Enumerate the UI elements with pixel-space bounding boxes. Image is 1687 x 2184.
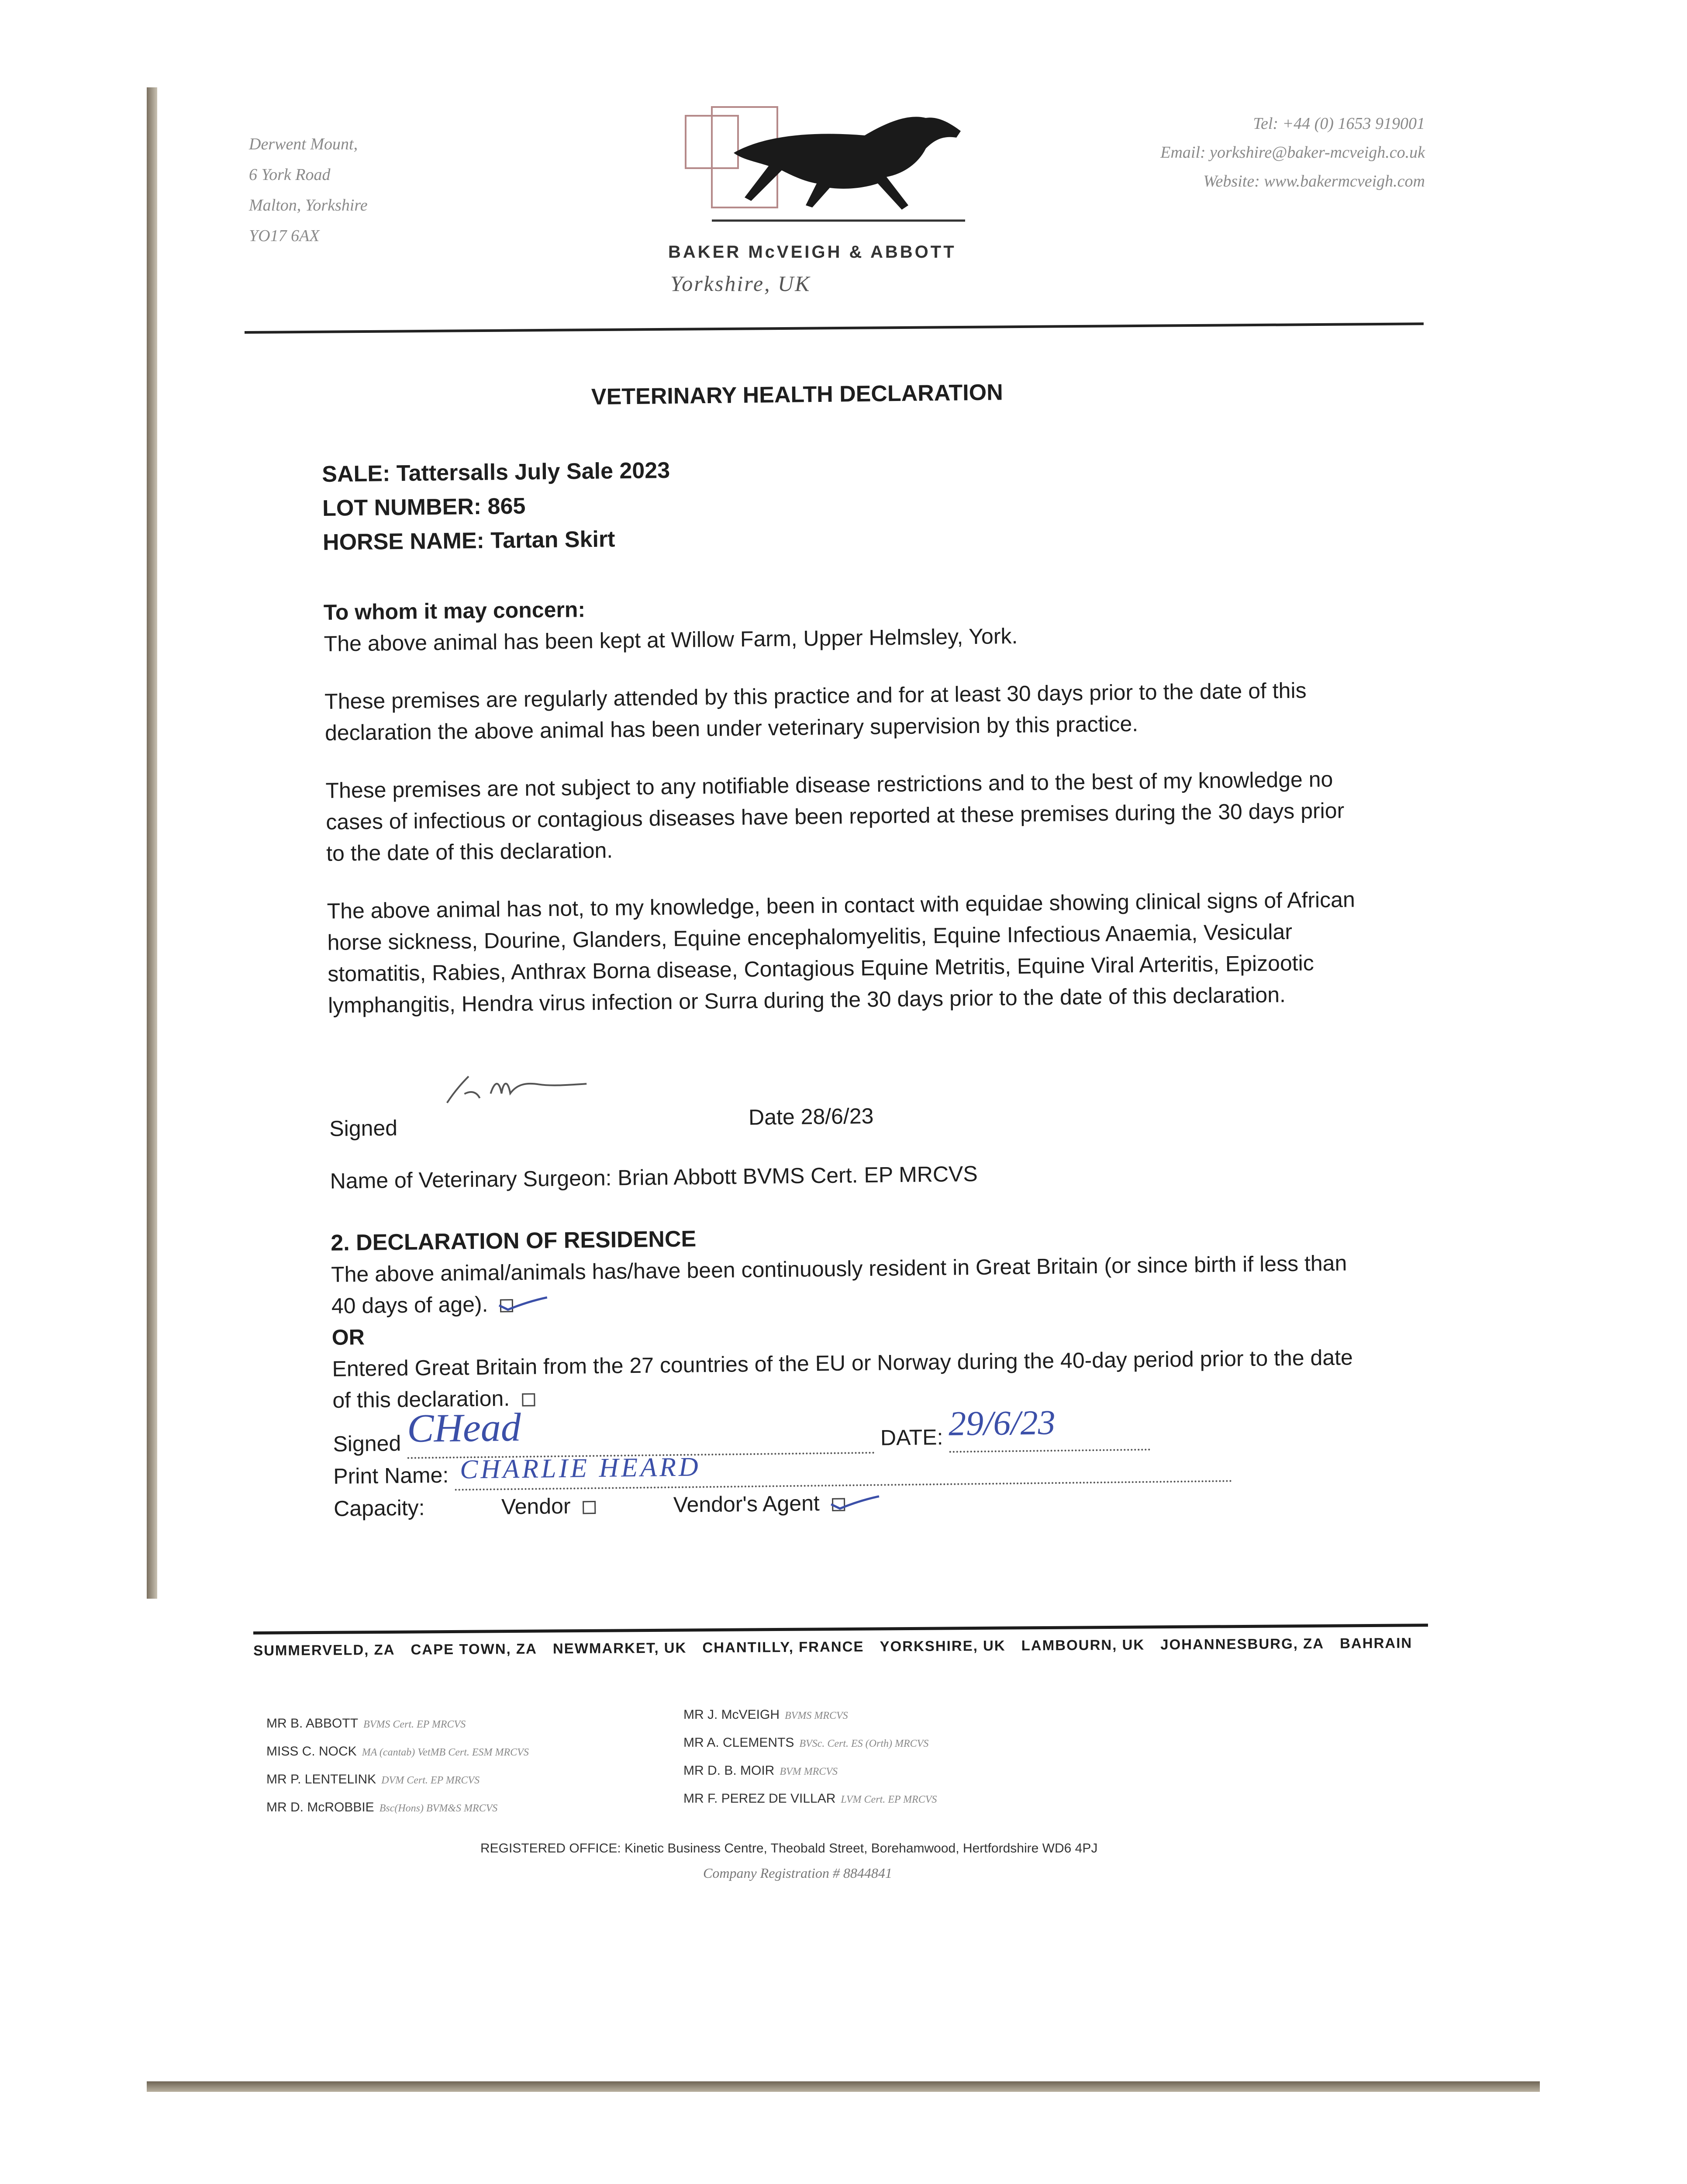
vendor-agent-label: Vendor's Agent xyxy=(673,1491,820,1517)
office-location: NEWMARKET, UK xyxy=(552,1639,687,1657)
partner-entry xyxy=(266,1710,529,1738)
vet-date: Date 28/6/23 xyxy=(748,1103,874,1130)
partner-qualification: BVSc. Cert. ES (Orth) MRCVS xyxy=(799,1738,929,1749)
partner-name: MR B. ABBOTT xyxy=(266,1716,359,1731)
partner-qualification: BVM MRCVS xyxy=(780,1766,838,1777)
partner-name: MR P. LENTELINK xyxy=(266,1772,376,1787)
contact-website: Website: www.bakermcveigh.com xyxy=(1203,172,1425,190)
partner-name: MR D. B. MOIR xyxy=(683,1763,775,1778)
firm-name: BAKER McVEIGH & ABBOTT xyxy=(668,242,956,262)
partner-qualification: LVM Cert. EP MRCVS xyxy=(841,1794,937,1805)
residence-option-1 xyxy=(331,1247,1371,1322)
vendor-label: Vendor xyxy=(501,1493,571,1519)
vet-signature-icon xyxy=(438,1062,596,1112)
horse-label: HORSE NAME: xyxy=(322,528,485,555)
office-locations xyxy=(253,1635,1432,1659)
partner-name: MR D. McROBBIE xyxy=(266,1800,374,1814)
partner-name: MR F. PEREZ DE VILLAR xyxy=(683,1791,836,1806)
firm-location: Yorkshire, UK xyxy=(670,271,811,296)
registered-office: REGISTERED OFFICE: Kinetic Business Centre, Theobald Street, Borehamwood, Hertfordshire WD6 4PJ xyxy=(480,1841,1098,1856)
vet-surgeon-name: Name of Veterinary Surgeon: Brian Abbott BVMS Cert. EP MRCVS xyxy=(330,1161,978,1193)
owner-date: 29/6/23 xyxy=(948,1403,1056,1443)
print-name-label: Print Name: xyxy=(333,1462,449,1489)
declaration-body xyxy=(321,373,1373,1525)
partner-qualification: MA (cantab) VetMB Cert. ESM MRCVS xyxy=(362,1747,529,1758)
residence-heading: 2. DECLARATION OF RESIDENCE xyxy=(330,1226,697,1256)
option-1-checkbox[interactable] xyxy=(500,1299,513,1312)
office-location: YORKSHIRE, UK xyxy=(880,1637,1006,1655)
address-line: Malton, Yorkshire xyxy=(249,196,368,214)
partner-qualification: BVMS MRCVS xyxy=(785,1710,848,1721)
contact-email: Email: yorkshire@baker-mcveigh.co.uk xyxy=(1160,143,1425,162)
office-location: SUMMERVELD, ZA xyxy=(253,1641,395,1659)
partner-entry xyxy=(266,1738,529,1766)
office-location: BAHRAIN xyxy=(1339,1635,1413,1652)
partner-qualification: Bsc(Hons) BVM&S MRCVS xyxy=(379,1803,498,1814)
vendor-agent-checkbox[interactable] xyxy=(832,1498,845,1511)
paragraph-restrictions: These premises are not subject to any notifiable disease restrictions and to the best of my knowledge no cases of infectious or contagious diseases have been reported at these premises during the 30 days prior to the date of this declaration. xyxy=(325,767,1345,866)
horse-logo-icon xyxy=(681,105,969,232)
partners-list-left xyxy=(266,1710,529,1822)
partner-entry xyxy=(266,1794,529,1822)
partners-list-right xyxy=(683,1701,937,1813)
owner-date-label: DATE: xyxy=(880,1424,943,1450)
page-edge-left xyxy=(147,87,157,1599)
partner-qualification: DVM Cert. EP MRCVS xyxy=(381,1775,480,1786)
paragraph-supervision: These premises are regularly attended by this practice and for at least 30 days prior to the date of this declaration the above animal has been under veterinary supervision by this practice. xyxy=(324,678,1307,745)
partner-entry xyxy=(683,1757,937,1785)
page-title: VETERINARY HEALTH DECLARATION xyxy=(591,380,1004,410)
vendor-option xyxy=(501,1489,668,1522)
practice-contact xyxy=(1160,109,1425,196)
vendor-checkbox[interactable] xyxy=(583,1501,596,1514)
footer-divider xyxy=(253,1624,1428,1635)
practice-address xyxy=(249,129,368,251)
address-line: YO17 6AX xyxy=(249,227,320,245)
partner-qualification: BVMS Cert. EP MRCVS xyxy=(363,1719,466,1730)
contact-phone: Tel: +44 (0) 1653 919001 xyxy=(1253,114,1425,133)
partner-entry xyxy=(266,1766,529,1794)
option-2-checkbox[interactable] xyxy=(522,1393,535,1406)
sale-value: Tattersalls July Sale 2023 xyxy=(396,457,670,487)
paragraph-premises: The above animal has been kept at Willow Farm, Upper Helmsley, York. xyxy=(324,623,1018,656)
partner-name: MISS C. NOCK xyxy=(266,1744,357,1759)
sale-label: SALE: xyxy=(322,461,390,487)
partner-entry xyxy=(683,1729,937,1757)
or-label: OR xyxy=(331,1325,365,1350)
lot-value: 865 xyxy=(487,493,526,519)
residence-option-2-text: Entered Great Britain from the 27 countries of the EU or Norway during the 40-day period prior to the date of this declaration. xyxy=(332,1345,1353,1413)
address-line: 6 York Road xyxy=(249,166,331,184)
vet-signature-block xyxy=(329,1053,1369,1148)
residence-option-1-text: The above animal/animals has/have been continuously resident in Great Britain (or since birth if less than 40 days of age). xyxy=(331,1251,1347,1318)
header-divider xyxy=(245,322,1424,334)
owner-signature: CHead xyxy=(407,1404,521,1451)
page-edge-bottom xyxy=(147,2081,1540,2092)
check-tick-icon xyxy=(497,1294,549,1312)
address-line: Derwent Mount, xyxy=(249,135,358,153)
paragraph-contact: The above animal has not, to my knowledge, been in contact with equidae showing clinical signs of African horse sickness, Dourine, Glanders, Equine encephalomyelitis, Equine Infectious Anaemia, Vesicular stomatitis, Rabies, Anthrax Borna disease, Contagious Equine Metritis, Equine Viral Arteritis, Epizootic lymphangitis, Hendra virus infection or Surra during the 30 days prior to the date of this declaration. xyxy=(327,887,1356,1018)
print-name-value: CHARLIE HEARD xyxy=(459,1452,701,1485)
office-location: LAMBOURN, UK xyxy=(1021,1636,1145,1654)
owner-signed-label: Signed xyxy=(333,1431,401,1456)
office-location: CHANTILLY, FRANCE xyxy=(702,1638,864,1656)
vendor-agent-option xyxy=(673,1487,845,1521)
office-location: CAPE TOWN, ZA xyxy=(411,1640,538,1658)
company-registration: Company Registration # 8844841 xyxy=(703,1865,892,1881)
office-location: JOHANNESBURG, ZA xyxy=(1160,1635,1325,1653)
partner-entry xyxy=(683,1785,937,1813)
salutation: To whom it may concern: xyxy=(323,597,586,625)
vet-signed-label: Signed xyxy=(329,1116,398,1141)
partner-entry xyxy=(683,1701,937,1729)
horse-value: Tartan Skirt xyxy=(490,526,615,553)
lot-label: LOT NUMBER: xyxy=(322,494,482,521)
partner-name: MR J. McVEIGH xyxy=(683,1707,780,1722)
partner-name: MR A. CLEMENTS xyxy=(683,1735,794,1750)
capacity-label: Capacity: xyxy=(333,1495,425,1521)
check-tick-icon xyxy=(828,1493,881,1510)
